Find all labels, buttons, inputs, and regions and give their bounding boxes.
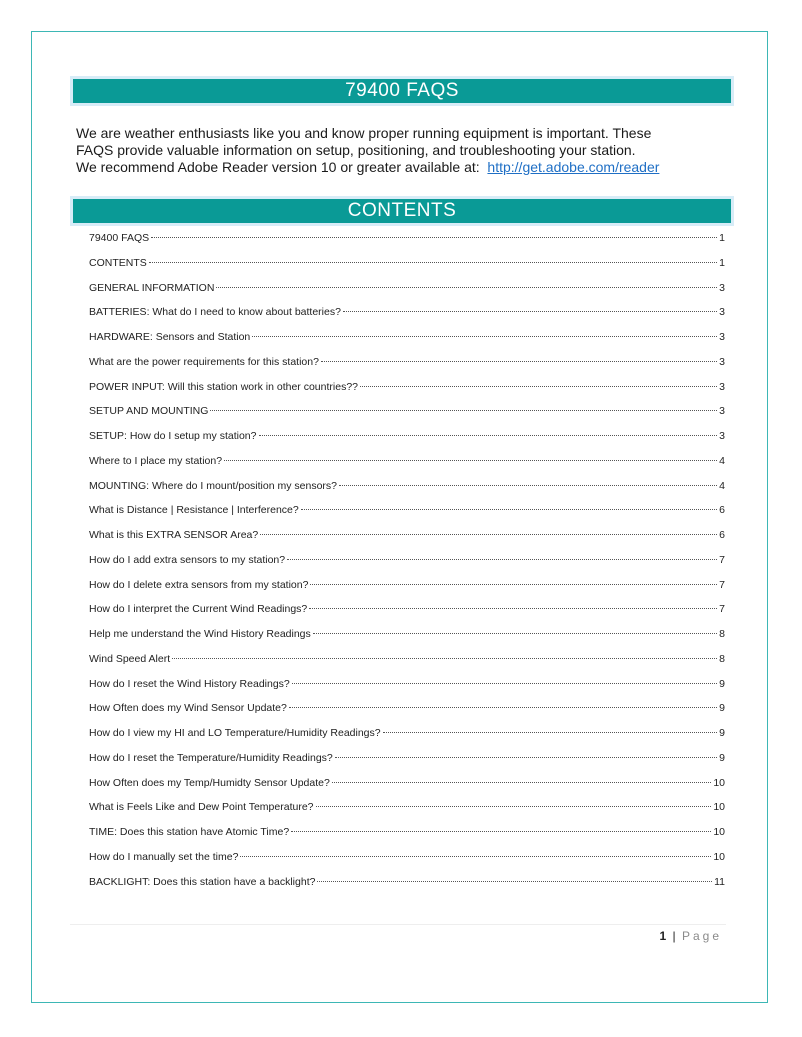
toc-dot-leader — [310, 584, 717, 585]
toc-dot-leader — [151, 237, 717, 238]
contents-banner — [70, 196, 734, 226]
toc-entry-title: CONTENTS — [89, 256, 147, 269]
toc-entry-title: HARDWARE: Sensors and Station — [89, 331, 251, 343]
toc-entry-title: BATTERIES: What do I need to know about batteries? — [89, 306, 341, 319]
toc-entry[interactable] — [89, 480, 725, 505]
toc-entry-page: 8 — [719, 652, 725, 665]
toc-dot-leader — [252, 336, 717, 337]
footer-page-word: Page — [681, 929, 722, 943]
toc-entry-page: 7 — [719, 578, 725, 591]
toc-entry-title: How do I manually set the time? — [89, 850, 239, 863]
toc-entry-title: What is this EXTRA SENSOR Area? — [89, 529, 259, 541]
toc-entry[interactable] — [89, 579, 725, 604]
toc-dot-leader — [313, 633, 717, 634]
toc-entry[interactable] — [89, 752, 725, 777]
intro-paragraph — [76, 125, 736, 176]
intro-line-3 — [76, 159, 736, 176]
toc-entry-title: How do I view my HI and LO Temperature/Humidity Readings? — [89, 727, 381, 739]
toc-entry-title: How do I delete extra sensors from my station? — [89, 578, 309, 591]
toc-entry[interactable] — [89, 455, 725, 480]
toc-entry[interactable] — [89, 702, 725, 727]
toc-entry-page: 3 — [719, 306, 725, 319]
toc-entry-page: 9 — [719, 751, 725, 764]
toc-entry-title: What are the power requirements for this station? — [89, 355, 319, 368]
toc-entry-title: MOUNTING: Where do I mount/position my sensors? — [89, 479, 337, 492]
toc-dot-leader — [216, 287, 717, 288]
toc-entry-title: What is Feels Like and Dew Point Temperature? — [89, 801, 314, 814]
toc-entry-title: How do I reset the Wind History Readings? — [89, 677, 290, 690]
toc-entry-page: 3 — [719, 281, 725, 294]
toc-entry[interactable] — [89, 356, 725, 381]
toc-entry-page: 3 — [719, 355, 725, 368]
toc-entry[interactable] — [89, 504, 725, 529]
toc-entry-title: How do I interpret the Current Wind Readings? — [89, 603, 308, 616]
toc-entry[interactable] — [89, 826, 725, 851]
toc-entry[interactable] — [89, 628, 725, 653]
contents-heading: CONTENTS — [73, 199, 731, 223]
toc-entry[interactable] — [89, 727, 725, 752]
toc-entry[interactable] — [89, 257, 725, 282]
toc-dot-leader — [316, 806, 712, 807]
toc-entry-page: 6 — [719, 529, 725, 541]
toc-dot-leader — [260, 534, 717, 535]
toc-entry-page: 9 — [719, 727, 725, 739]
toc-dot-leader — [224, 460, 717, 461]
toc-dot-leader — [259, 435, 718, 436]
intro-line-3-text: We recommend Adobe Reader version 10 or greater available at: — [76, 159, 488, 175]
toc-dot-leader — [240, 856, 711, 857]
page-footer — [659, 929, 722, 943]
toc-dot-leader — [292, 683, 717, 684]
footer-page-number: 1 — [659, 929, 668, 943]
toc-entry-title: How do I add extra sensors to my station? — [89, 553, 286, 566]
toc-entry[interactable] — [89, 306, 725, 331]
toc-entry-page: 1 — [719, 256, 725, 269]
toc-dot-leader — [321, 361, 717, 362]
toc-entry[interactable] — [89, 777, 725, 802]
intro-line-1: We are weather enthusiasts like you and know proper running equipment is important. These — [76, 125, 652, 141]
toc-entry-page: 9 — [719, 677, 725, 690]
toc-dot-leader — [317, 881, 712, 882]
toc-entry-title: 79400 FAQS — [89, 232, 150, 244]
toc-entry[interactable] — [89, 678, 725, 703]
toc-entry[interactable] — [89, 603, 725, 628]
toc-entry-title: What is Distance | Resistance | Interference? — [89, 504, 299, 517]
toc-entry[interactable] — [89, 876, 725, 901]
toc-entry-page: 3 — [719, 405, 725, 418]
toc-entry-page: 9 — [719, 702, 725, 715]
title-banner — [70, 76, 734, 106]
toc-entry-title: Where to I place my station? — [89, 454, 223, 467]
toc-entry[interactable] — [89, 282, 725, 307]
toc-entry[interactable] — [89, 232, 725, 257]
toc-entry-title: TIME: Does this station have Atomic Time? — [89, 826, 290, 838]
toc-entry[interactable] — [89, 801, 725, 826]
toc-dot-leader — [360, 386, 717, 387]
toc-entry-page: 11 — [714, 875, 725, 888]
toc-dot-leader — [332, 782, 711, 783]
toc-entry-title: SETUP: How do I setup my station? — [89, 430, 257, 442]
toc-dot-leader — [301, 509, 717, 510]
toc-entry-title: POWER INPUT: Will this station work in other countries?? — [89, 380, 359, 393]
toc-entry[interactable] — [89, 529, 725, 554]
toc-entry[interactable] — [89, 331, 725, 356]
toc-entry-title: Help me understand the Wind History Readings — [89, 628, 311, 640]
toc-entry[interactable] — [89, 851, 725, 876]
toc-entry-page: 10 — [713, 776, 725, 789]
toc-dot-leader — [343, 311, 717, 312]
page-title: 79400 FAQS — [73, 79, 731, 103]
toc-entry-page: 3 — [719, 331, 725, 343]
toc-entry-page: 7 — [719, 603, 725, 616]
footer-divider — [70, 924, 726, 925]
toc-dot-leader — [149, 262, 717, 263]
toc-dot-leader — [291, 831, 711, 832]
toc-entry-title: BACKLIGHT: Does this station have a backlight? — [89, 875, 316, 888]
toc-entry-title: How Often does my Wind Sensor Update? — [89, 702, 287, 715]
toc-entry-title: Wind Speed Alert — [89, 652, 171, 665]
toc-entry-page: 10 — [713, 826, 725, 838]
toc-entry-page: 4 — [719, 479, 725, 492]
table-of-contents — [89, 232, 725, 900]
toc-entry-page: 3 — [719, 380, 725, 393]
toc-dot-leader — [289, 707, 717, 708]
toc-entry[interactable] — [89, 405, 725, 430]
toc-entry-page: 8 — [719, 628, 725, 640]
toc-dot-leader — [287, 559, 717, 560]
toc-entry[interactable] — [89, 381, 725, 406]
toc-dot-leader — [309, 608, 717, 609]
toc-entry-page: 4 — [719, 454, 725, 467]
toc-entry-title: GENERAL INFORMATION — [89, 281, 215, 294]
toc-dot-leader — [339, 485, 717, 486]
toc-dot-leader — [172, 658, 717, 659]
toc-entry[interactable] — [89, 430, 725, 455]
toc-dot-leader — [383, 732, 718, 733]
toc-entry-page: 1 — [719, 232, 725, 244]
toc-entry[interactable] — [89, 554, 725, 579]
intro-line-2: FAQS provide valuable information on setup, positioning, and troubleshooting your station. — [76, 142, 636, 158]
toc-entry[interactable] — [89, 653, 725, 678]
footer-separator: | — [667, 929, 682, 943]
toc-entry-page: 6 — [719, 504, 725, 517]
toc-dot-leader — [210, 410, 717, 411]
adobe-reader-link[interactable]: http://get.adobe.com/reader — [487, 159, 660, 175]
toc-entry-page: 10 — [713, 850, 725, 863]
toc-entry-page: 10 — [713, 801, 725, 814]
toc-entry-title: SETUP AND MOUNTING — [89, 405, 209, 418]
toc-entry-page: 7 — [719, 553, 725, 566]
toc-entry-page: 3 — [719, 430, 725, 442]
toc-entry-title: How Often does my Temp/Humidty Sensor Update? — [89, 776, 330, 789]
toc-dot-leader — [335, 757, 717, 758]
toc-entry-title: How do I reset the Temperature/Humidity Readings? — [89, 751, 333, 764]
